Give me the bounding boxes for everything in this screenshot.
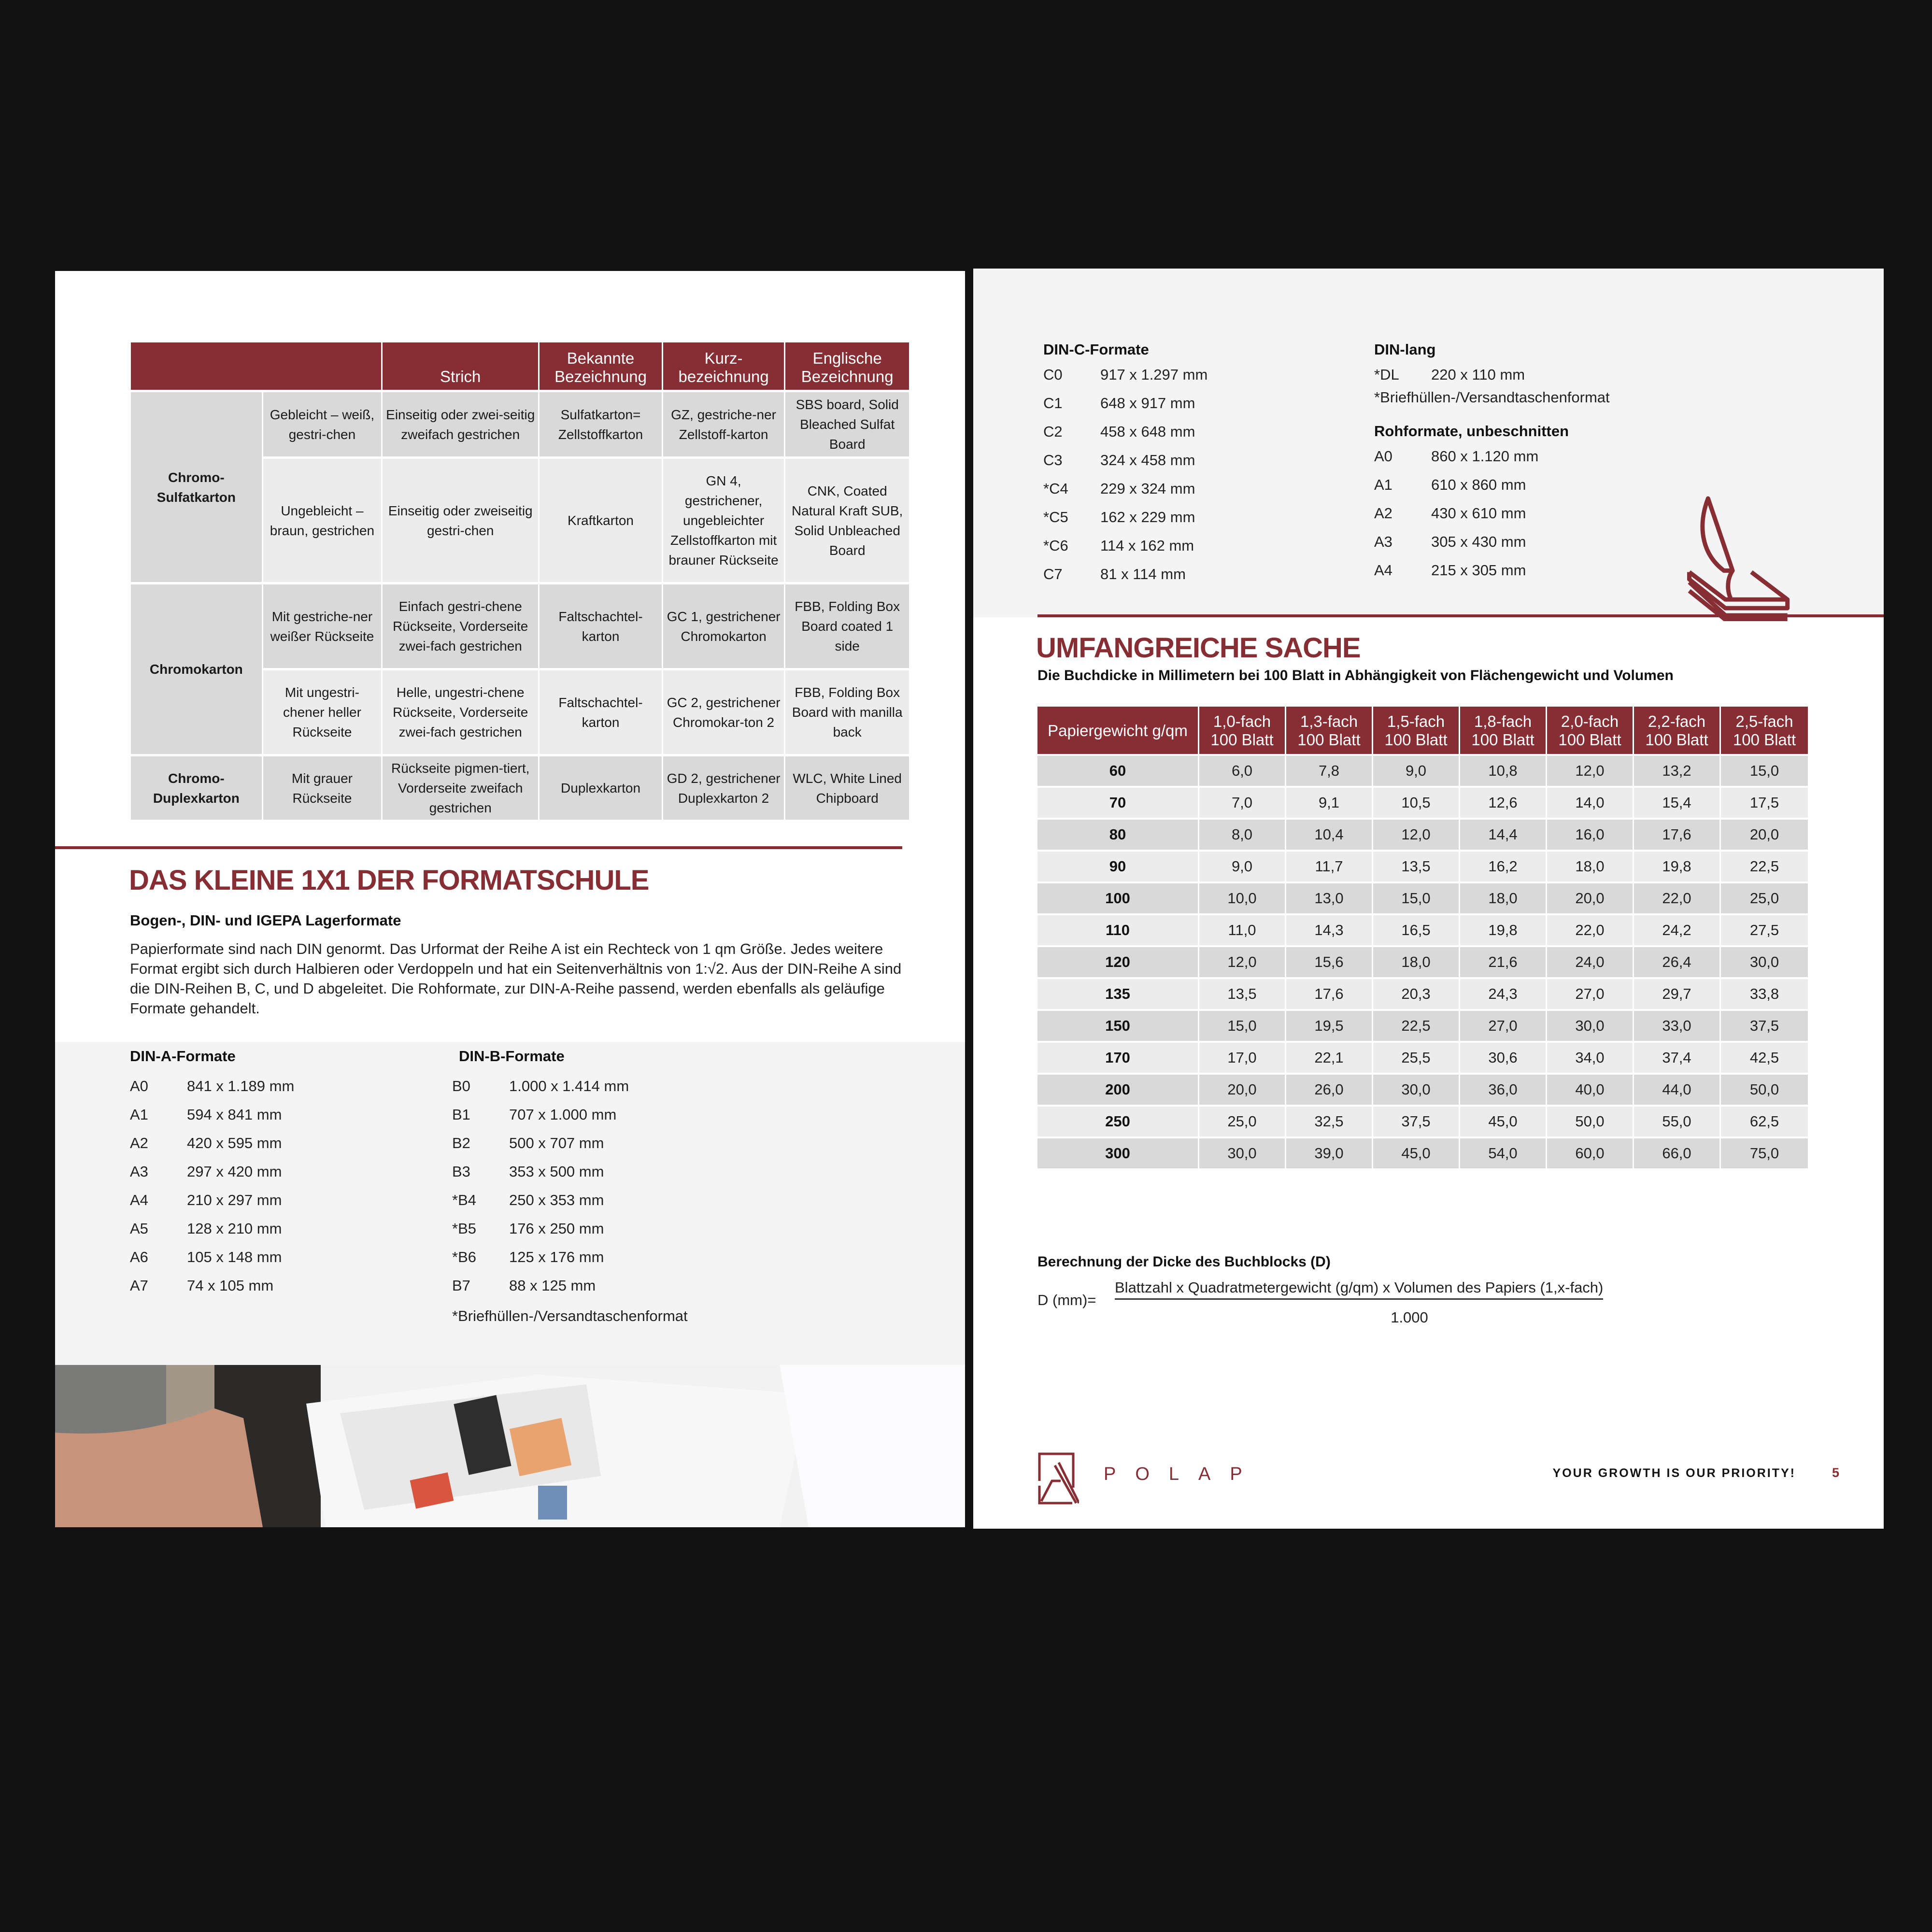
thickness-cell: 8,0 bbox=[1199, 818, 1286, 850]
thickness-cell: 44,0 bbox=[1634, 1073, 1721, 1105]
din-b-list bbox=[452, 1048, 790, 1325]
brochure-page-right bbox=[973, 269, 1884, 1529]
thickness-formula bbox=[1037, 1254, 1604, 1339]
header-cell: 1,0-fach 100 Blatt bbox=[1199, 707, 1286, 754]
thickness-cell: 55,0 bbox=[1634, 1105, 1721, 1136]
weight-cell: 70 bbox=[1037, 786, 1199, 818]
thickness-cell: 6,0 bbox=[1199, 754, 1286, 786]
table-row bbox=[1037, 850, 1808, 881]
thickness-cell: 26,0 bbox=[1286, 1073, 1373, 1105]
header-cell-bekannte-bezeichnung: Bekannte Bezeichnung bbox=[540, 342, 663, 390]
table-cell: GC 1, gestrichener Chromokarton bbox=[663, 582, 786, 668]
table-cell: Einseitig oder zwei-seitig zweifach gestrichen bbox=[383, 390, 540, 456]
thickness-cell: 7,0 bbox=[1199, 786, 1286, 818]
thickness-table-body bbox=[1037, 754, 1808, 1168]
thickness-cell: 62,5 bbox=[1721, 1105, 1808, 1136]
brochure-page-left bbox=[55, 271, 965, 1527]
thickness-cell: 33,0 bbox=[1634, 1009, 1721, 1041]
thickness-cell: 9,0 bbox=[1373, 754, 1460, 786]
thickness-cell: 18,0 bbox=[1547, 850, 1634, 881]
thickness-cell: 19,8 bbox=[1634, 850, 1721, 881]
cardboard-types-table bbox=[131, 342, 909, 820]
table-cell: Einfach gestri-chene Rückseite, Vorderseite zwei-fach gestrichen bbox=[383, 582, 540, 668]
thickness-cell: 30,0 bbox=[1721, 945, 1808, 977]
thickness-cell: 20,3 bbox=[1373, 977, 1460, 1009]
header-cell-strich: Strich bbox=[383, 342, 540, 390]
table-cell: SBS board, Solid Bleached Sulfat Board bbox=[785, 390, 909, 456]
table-row bbox=[131, 754, 909, 820]
weight-cell: 100 bbox=[1037, 881, 1199, 913]
rohformate-title: Rohformate, unbeschnitten bbox=[1374, 423, 1569, 440]
header-cell: 2,2-fach 100 Blatt bbox=[1634, 707, 1721, 754]
thickness-cell: 22,1 bbox=[1286, 1041, 1373, 1073]
weight-cell: 135 bbox=[1037, 977, 1199, 1009]
envelope-format-note: *Briefhüllen-/Versandtaschenformat bbox=[452, 1307, 688, 1324]
list-item: C0 917 x 1.297 mm bbox=[1043, 366, 1208, 383]
thickness-cell: 24,3 bbox=[1460, 977, 1547, 1009]
list-item: A4 215 x 305 mm bbox=[1374, 561, 1526, 579]
thickness-cell: 24,0 bbox=[1547, 945, 1634, 977]
list-item: A2 420 x 595 mm bbox=[130, 1134, 282, 1151]
list-item: A3 297 x 420 mm bbox=[130, 1163, 282, 1180]
thickness-cell: 18,0 bbox=[1373, 945, 1460, 977]
weight-cell: 150 bbox=[1037, 1009, 1199, 1041]
weight-cell: 170 bbox=[1037, 1041, 1199, 1073]
din-a-list bbox=[130, 1048, 420, 1300]
list-item: *B5 176 x 250 mm bbox=[452, 1220, 604, 1237]
thickness-cell: 45,0 bbox=[1460, 1105, 1547, 1136]
table-header-row bbox=[131, 342, 909, 390]
section-title: DAS KLEINE 1X1 DER FORMATSCHULE bbox=[129, 865, 649, 896]
list-item: A7 74 x 105 mm bbox=[130, 1277, 274, 1294]
formula-numerator: Blattzahl x Quadratmetergewicht (g/qm) x Volumen des Papiers (1,x-fach) bbox=[1115, 1279, 1603, 1300]
intro-paragraph: Papierformate sind nach DIN genormt. Das Urformat der Reihe A ist ein Rechteck von 1 qm Größe. Jedes weitere Format ergibt sich durch Halbieren oder Verdoppeln und hat ein Seitenverhältnis von 1:√2. Aus der DIN-Reihe A sind die DIN-Reihen B, C, und D abgeleitet. Die Rohformate, zur DIN-A-Reihe passend, werden ebenfalls als geläufige Formate gehandelt. bbox=[130, 940, 902, 1017]
thickness-cell: 17,6 bbox=[1634, 818, 1721, 850]
thickness-cell: 15,0 bbox=[1373, 881, 1460, 913]
thickness-cell: 16,2 bbox=[1460, 850, 1547, 881]
thickness-cell: 15,6 bbox=[1286, 945, 1373, 977]
thickness-cell: 15,0 bbox=[1721, 754, 1808, 786]
list-item: A2 430 x 610 mm bbox=[1374, 504, 1526, 522]
table-cell: CNK, Coated Natural Kraft SUB, Solid Unbleached Board bbox=[785, 456, 909, 582]
thickness-cell: 36,0 bbox=[1460, 1073, 1547, 1105]
thickness-cell: 50,0 bbox=[1721, 1073, 1808, 1105]
thickness-cell: 75,0 bbox=[1721, 1136, 1808, 1168]
thickness-cell: 27,0 bbox=[1547, 977, 1634, 1009]
table-cell: Ungebleicht – braun, gestrichen bbox=[263, 456, 383, 582]
list-item: B7 88 x 125 mm bbox=[452, 1277, 596, 1294]
list-item: C3 324 x 458 mm bbox=[1043, 451, 1195, 469]
list-item: *B4 250 x 353 mm bbox=[452, 1191, 604, 1208]
table-row bbox=[1037, 881, 1808, 913]
thickness-cell: 40,0 bbox=[1547, 1073, 1634, 1105]
thickness-cell: 9,0 bbox=[1199, 850, 1286, 881]
table-row bbox=[1037, 1009, 1808, 1041]
thickness-cell: 37,5 bbox=[1373, 1105, 1460, 1136]
list-item: *DL 220 x 110 mm bbox=[1374, 366, 1525, 383]
header-cell: 1,8-fach 100 Blatt bbox=[1460, 707, 1547, 754]
header-cell-englische-bezeichnung: Englische Bezeichnung bbox=[785, 342, 909, 390]
thickness-cell: 19,8 bbox=[1460, 913, 1547, 945]
table-cell: Gebleicht – weiß, gestri-chen bbox=[263, 390, 383, 456]
weight-cell: 300 bbox=[1037, 1136, 1199, 1168]
thickness-cell: 27,5 bbox=[1721, 913, 1808, 945]
table-row bbox=[1037, 1136, 1808, 1168]
table-row bbox=[1037, 1105, 1808, 1136]
thickness-cell: 14,3 bbox=[1286, 913, 1373, 945]
table-row bbox=[1037, 754, 1808, 786]
header-cell: Papiergewicht g/qm bbox=[1037, 707, 1199, 754]
thickness-cell: 30,6 bbox=[1460, 1041, 1547, 1073]
thickness-cell: 25,0 bbox=[1721, 881, 1808, 913]
thickness-cell: 14,4 bbox=[1460, 818, 1547, 850]
thickness-cell: 12,0 bbox=[1547, 754, 1634, 786]
table-cell: Kraftkarton bbox=[540, 456, 663, 582]
thickness-cell: 13,5 bbox=[1373, 850, 1460, 881]
thickness-cell: 24,2 bbox=[1634, 913, 1721, 945]
thickness-cell: 25,0 bbox=[1199, 1105, 1286, 1136]
formula-denominator: 1.000 bbox=[1391, 1309, 1428, 1326]
list-item: *B6 125 x 176 mm bbox=[452, 1248, 604, 1265]
group-cell: Chromo-Sulfatkarton bbox=[131, 390, 263, 582]
section-title: UMFANGREICHE SACHE bbox=[1036, 632, 1361, 664]
footer-tagline: YOUR GROWTH IS OUR PRIORITY! bbox=[1552, 1466, 1796, 1480]
thickness-cell: 16,0 bbox=[1547, 818, 1634, 850]
thickness-cell: 54,0 bbox=[1460, 1136, 1547, 1168]
thickness-cell: 60,0 bbox=[1547, 1136, 1634, 1168]
table-cell: Helle, ungestri-chene Rückseite, Vorderseite zwei-fach gestrichen bbox=[383, 668, 540, 754]
thickness-cell: 14,0 bbox=[1547, 786, 1634, 818]
din-a-title: DIN-A-Formate bbox=[130, 1048, 236, 1065]
envelope-format-note: *Briefhüllen-/Versandtaschenformat bbox=[1374, 389, 1610, 406]
thickness-cell: 37,5 bbox=[1721, 1009, 1808, 1041]
list-item: A5 128 x 210 mm bbox=[130, 1220, 282, 1237]
list-item: B2 500 x 707 mm bbox=[452, 1134, 604, 1151]
din-c-title: DIN-C-Formate bbox=[1043, 341, 1149, 358]
thickness-cell: 22,0 bbox=[1547, 913, 1634, 945]
thickness-cell: 17,0 bbox=[1199, 1041, 1286, 1073]
thickness-cell: 25,5 bbox=[1373, 1041, 1460, 1073]
thickness-cell: 22,5 bbox=[1721, 850, 1808, 881]
table-row bbox=[131, 390, 909, 456]
table-cell: Mit gestriche-ner weißer Rückseite bbox=[263, 582, 383, 668]
list-item: A0 860 x 1.120 mm bbox=[1374, 447, 1539, 465]
section-divider bbox=[55, 846, 902, 849]
din-b-title: DIN-B-Formate bbox=[459, 1048, 565, 1065]
group-cell: Chromo-Duplexkarton bbox=[131, 754, 263, 820]
thickness-cell: 32,5 bbox=[1286, 1105, 1373, 1136]
table-cell: Rückseite pigmen-tiert, Vorderseite zweifach gestrichen bbox=[383, 754, 540, 820]
thickness-cell: 30,0 bbox=[1373, 1073, 1460, 1105]
thickness-cell: 17,6 bbox=[1286, 977, 1373, 1009]
thickness-cell: 9,1 bbox=[1286, 786, 1373, 818]
thickness-cell: 66,0 bbox=[1634, 1136, 1721, 1168]
thickness-cell: 26,4 bbox=[1634, 945, 1721, 977]
list-item: A4 210 x 297 mm bbox=[130, 1191, 282, 1208]
thickness-cell: 15,0 bbox=[1199, 1009, 1286, 1041]
thickness-cell: 17,5 bbox=[1721, 786, 1808, 818]
thickness-cell: 11,0 bbox=[1199, 913, 1286, 945]
thickness-cell: 27,0 bbox=[1460, 1009, 1547, 1041]
thickness-cell: 22,0 bbox=[1634, 881, 1721, 913]
thickness-cell: 29,7 bbox=[1634, 977, 1721, 1009]
list-item: A1 594 x 841 mm bbox=[130, 1106, 282, 1123]
paper-stack-icon bbox=[1683, 496, 1814, 621]
table-cell: Faltschachtel-karton bbox=[540, 582, 663, 668]
table-cell: FBB, Folding Box Board with manilla back bbox=[785, 668, 909, 754]
section-divider bbox=[1037, 614, 1884, 617]
thickness-cell: 13,5 bbox=[1199, 977, 1286, 1009]
book-thickness-table bbox=[1037, 707, 1808, 1168]
header-cell: 1,5-fach 100 Blatt bbox=[1373, 707, 1460, 754]
thickness-cell: 22,5 bbox=[1373, 1009, 1460, 1041]
din-lang-list bbox=[1374, 341, 1712, 584]
table-row bbox=[1037, 913, 1808, 945]
thickness-cell: 11,7 bbox=[1286, 850, 1373, 881]
list-item: B0 1.000 x 1.414 mm bbox=[452, 1077, 629, 1094]
thickness-cell: 20,0 bbox=[1199, 1073, 1286, 1105]
table-cell: Mit ungestri-chener heller Rückseite bbox=[263, 668, 383, 754]
table-row bbox=[1037, 977, 1808, 1009]
magazine-photo-illustration bbox=[55, 1365, 965, 1527]
thickness-cell: 10,5 bbox=[1373, 786, 1460, 818]
polap-logo-icon bbox=[1037, 1452, 1079, 1505]
thickness-cell: 7,8 bbox=[1286, 754, 1373, 786]
weight-cell: 120 bbox=[1037, 945, 1199, 977]
thickness-cell: 13,2 bbox=[1634, 754, 1721, 786]
thickness-cell: 18,0 bbox=[1460, 881, 1547, 913]
table-row bbox=[1037, 818, 1808, 850]
table-header-row bbox=[1037, 707, 1808, 754]
formula-title: Berechnung der Dicke des Buchblocks (D) bbox=[1037, 1254, 1331, 1270]
thickness-cell: 37,4 bbox=[1634, 1041, 1721, 1073]
thickness-cell: 21,6 bbox=[1460, 945, 1547, 977]
table-row bbox=[131, 582, 909, 668]
header-cell: 2,0-fach 100 Blatt bbox=[1547, 707, 1634, 754]
list-item: C7 81 x 114 mm bbox=[1043, 565, 1186, 582]
thickness-cell: 34,0 bbox=[1547, 1041, 1634, 1073]
thickness-cell: 10,0 bbox=[1199, 881, 1286, 913]
list-item: C1 648 x 917 mm bbox=[1043, 394, 1195, 412]
list-item: A1 610 x 860 mm bbox=[1374, 476, 1526, 493]
list-item: *C5 162 x 229 mm bbox=[1043, 508, 1195, 526]
table-row bbox=[1037, 1041, 1808, 1073]
list-item: A0 841 x 1.189 mm bbox=[130, 1077, 295, 1094]
table-row bbox=[1037, 945, 1808, 977]
thickness-cell: 50,0 bbox=[1547, 1105, 1634, 1136]
table-cell: Faltschachtel-karton bbox=[540, 668, 663, 754]
header-cell-empty bbox=[131, 342, 383, 390]
list-item: C2 458 x 648 mm bbox=[1043, 423, 1195, 440]
table-row bbox=[1037, 1073, 1808, 1105]
table-cell: GD 2, gestrichener Duplexkarton 2 bbox=[663, 754, 786, 820]
weight-cell: 110 bbox=[1037, 913, 1199, 945]
table-cell: GC 2, gestrichener Chromokar-ton 2 bbox=[663, 668, 786, 754]
page-number: 5 bbox=[1832, 1465, 1839, 1480]
table-row bbox=[1037, 786, 1808, 818]
weight-cell: 60 bbox=[1037, 754, 1199, 786]
table-cell: Duplexkarton bbox=[540, 754, 663, 820]
thickness-cell: 33,8 bbox=[1721, 977, 1808, 1009]
table-cell: WLC, White Lined Chipboard bbox=[785, 754, 909, 820]
header-cell-kurzbezeichnung: Kurz-bezeichnung bbox=[663, 342, 786, 390]
table-cell: GZ, gestriche-ner Zellstoff-karton bbox=[663, 390, 786, 456]
thickness-cell: 15,4 bbox=[1634, 786, 1721, 818]
din-c-list bbox=[1043, 341, 1333, 588]
thickness-cell: 10,8 bbox=[1460, 754, 1547, 786]
group-cell: Chromokarton bbox=[131, 582, 263, 754]
thickness-cell: 13,0 bbox=[1286, 881, 1373, 913]
magazine-photo bbox=[55, 1365, 965, 1527]
thickness-cell: 12,6 bbox=[1460, 786, 1547, 818]
list-item: B1 707 x 1.000 mm bbox=[452, 1106, 617, 1123]
thickness-cell: 42,5 bbox=[1721, 1041, 1808, 1073]
thickness-cell: 39,0 bbox=[1286, 1136, 1373, 1168]
list-item: B3 353 x 500 mm bbox=[452, 1163, 604, 1180]
thickness-cell: 10,4 bbox=[1286, 818, 1373, 850]
table-cell: Mit grauer Rückseite bbox=[263, 754, 383, 820]
thickness-cell: 30,0 bbox=[1199, 1136, 1286, 1168]
weight-cell: 80 bbox=[1037, 818, 1199, 850]
list-item: *C6 114 x 162 mm bbox=[1043, 537, 1194, 554]
section-subtitle: Die Buchdicke in Millimetern bei 100 Blatt in Abhängigkeit von Flächengewicht und Volumen bbox=[1037, 668, 1674, 683]
weight-cell: 200 bbox=[1037, 1073, 1199, 1105]
weight-cell: 90 bbox=[1037, 850, 1199, 881]
list-item: *C4 229 x 324 mm bbox=[1043, 480, 1195, 497]
section-subtitle: Bogen-, DIN- und IGEPA Lagerformate bbox=[130, 912, 401, 929]
thickness-cell: 16,5 bbox=[1373, 913, 1460, 945]
list-item: A3 305 x 430 mm bbox=[1374, 533, 1526, 550]
thickness-cell: 30,0 bbox=[1547, 1009, 1634, 1041]
thickness-cell: 19,5 bbox=[1286, 1009, 1373, 1041]
table-cell: Einseitig oder zweiseitig gestri-chen bbox=[383, 456, 540, 582]
thickness-cell: 12,0 bbox=[1199, 945, 1286, 977]
weight-cell: 250 bbox=[1037, 1105, 1199, 1136]
brand-name: POLAP bbox=[1104, 1464, 1262, 1484]
thickness-cell: 20,0 bbox=[1721, 818, 1808, 850]
din-lang-title: DIN-lang bbox=[1374, 341, 1436, 358]
table-cell: Sulfatkarton= Zellstoffkarton bbox=[540, 390, 663, 456]
table-cell: GN 4, gestrichener, ungebleichter Zellstoffkarton mit brauner Rückseite bbox=[663, 456, 786, 582]
list-item: A6 105 x 148 mm bbox=[130, 1248, 282, 1265]
thickness-cell: 20,0 bbox=[1547, 881, 1634, 913]
header-cell: 1,3-fach 100 Blatt bbox=[1286, 707, 1373, 754]
thickness-cell: 45,0 bbox=[1373, 1136, 1460, 1168]
table-cell: FBB, Folding Box Board coated 1 side bbox=[785, 582, 909, 668]
formula-lhs: D (mm)= bbox=[1037, 1292, 1096, 1308]
thickness-cell: 12,0 bbox=[1373, 818, 1460, 850]
header-cell: 2,5-fach 100 Blatt bbox=[1721, 707, 1808, 754]
